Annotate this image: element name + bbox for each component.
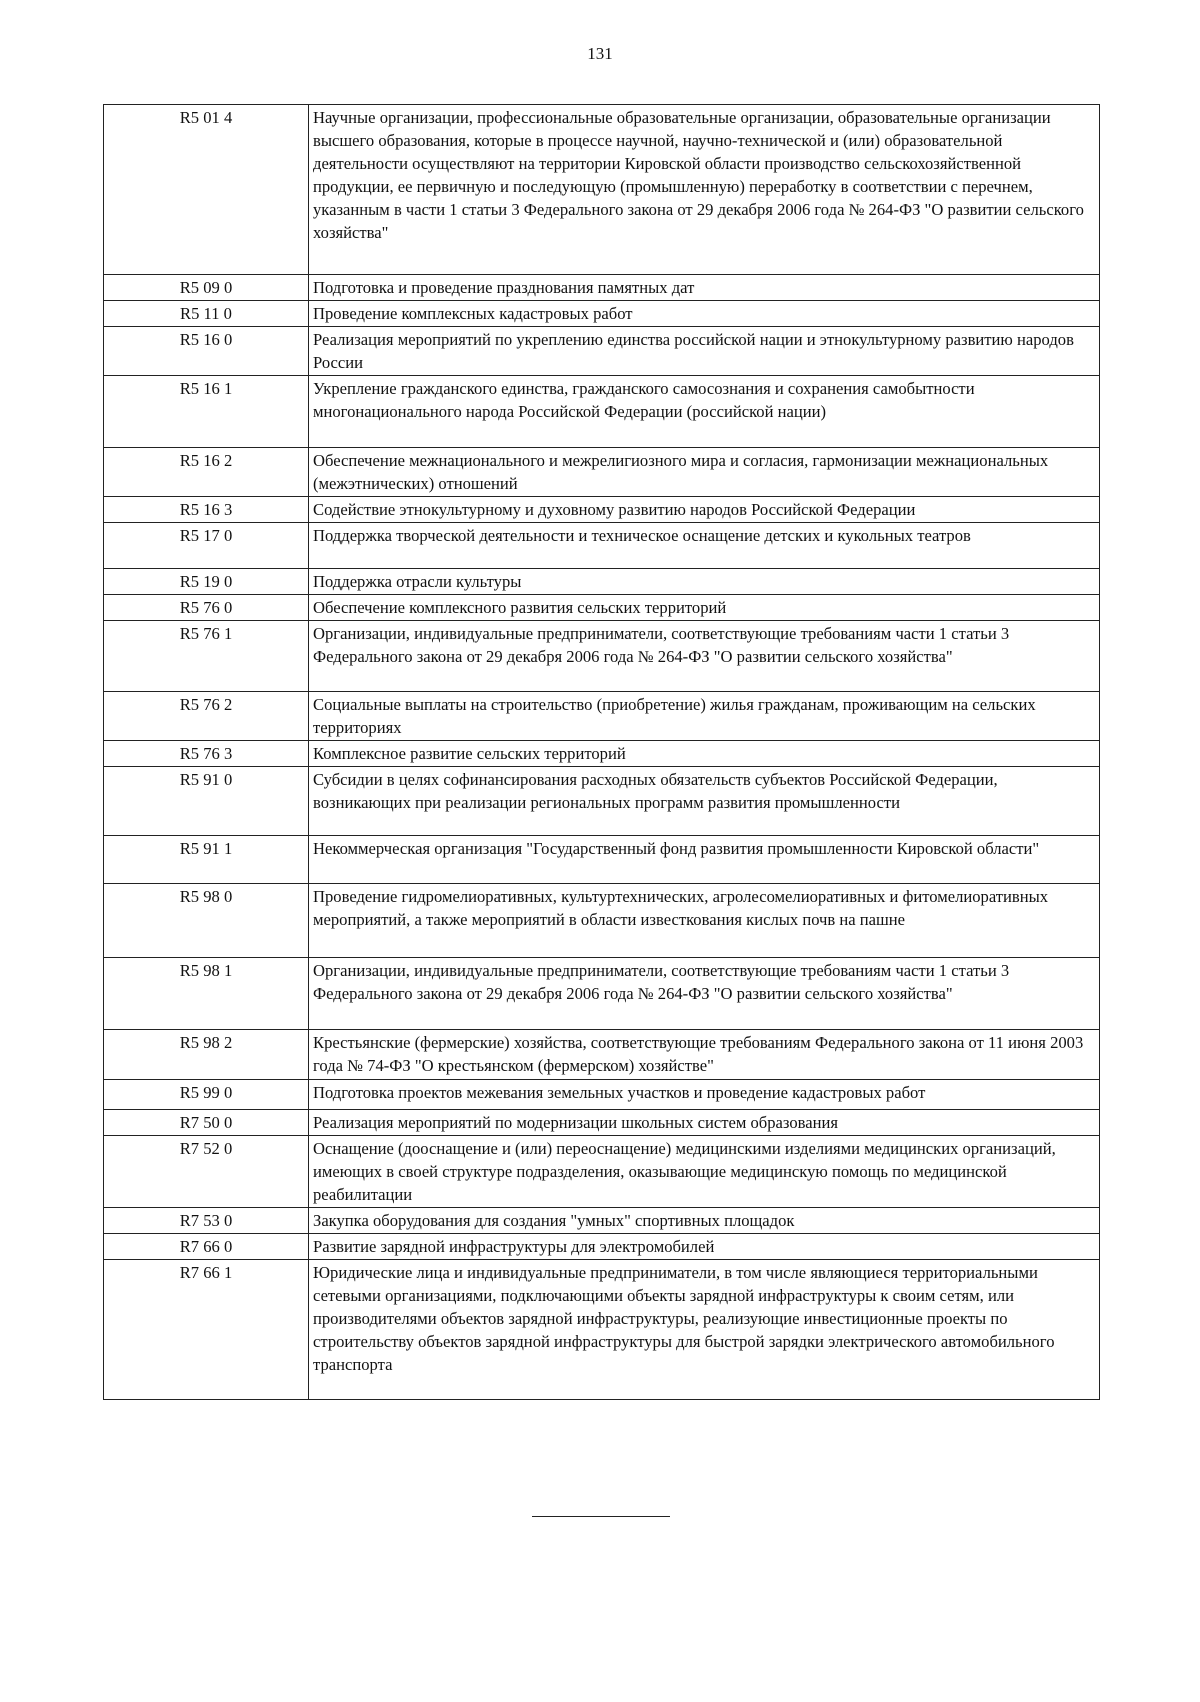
table-row [104,621,1100,692]
table-row [104,958,1100,1030]
description-cell: Укрепление гражданского единства, гражданского самосознания и сохранения самобытности многонационального народа Российской Федерации (российской нации) [309,376,1100,448]
table-row [104,448,1100,497]
description-cell: Поддержка отрасли культуры [309,569,1100,595]
code-cell: R7 66 0 [104,1234,309,1260]
page-number: 131 [587,44,613,63]
code-cell: R7 52 0 [104,1136,309,1208]
description-cell: Подготовка проектов межевания земельных участков и проведение кадастровых работ [309,1080,1100,1110]
budget-code-table [103,104,1100,1400]
description-cell: Научные организации, профессиональные образовательные организации, образовательные организации высшего образования, которые в процессе научной, научно-технической и (или) образовательной деятельности осуществляют на территории Кировской области производство сельскохозяйственной продукции, ее первичную и последующую (промышленную) переработку в соответствии с перечнем, указанным в части 1 статьи 3 Федерального закона от 29 декабря 2006 года № 264-ФЗ "О развитии сельского хозяйства" [309,105,1100,275]
description-cell: Комплексное развитие сельских территорий [309,741,1100,767]
code-cell: R5 17 0 [104,523,309,569]
description-cell: Обеспечение комплексного развития сельских территорий [309,595,1100,621]
code-cell: R5 91 1 [104,836,309,884]
table-row [104,523,1100,569]
code-cell: R5 76 1 [104,621,309,692]
table-row [104,1136,1100,1208]
table-row [104,105,1100,275]
code-cell: R5 76 3 [104,741,309,767]
code-cell: R5 76 2 [104,692,309,741]
table-row [104,595,1100,621]
description-cell: Проведение комплексных кадастровых работ [309,301,1100,327]
code-cell: R5 16 3 [104,497,309,523]
code-cell: R5 01 4 [104,105,309,275]
code-cell: R5 16 1 [104,376,309,448]
code-cell: R5 09 0 [104,275,309,301]
code-cell: R5 91 0 [104,767,309,836]
description-cell: Содействие этнокультурному и духовному развитию народов Российской Федерации [309,497,1100,523]
code-cell: R7 66 1 [104,1260,309,1400]
table-row [104,836,1100,884]
code-cell: R5 76 0 [104,595,309,621]
code-cell: R5 16 2 [104,448,309,497]
table-row [104,497,1100,523]
table-row [104,884,1100,958]
table-row [104,1260,1100,1400]
table-row [104,275,1100,301]
description-cell: Поддержка творческой деятельности и техническое оснащение детских и кукольных театров [309,523,1100,569]
description-cell: Реализация мероприятий по модернизации школьных систем образования [309,1110,1100,1136]
description-cell: Организации, индивидуальные предприниматели, соответствующие требованиям части 1 статьи 3 Федерального закона от 29 декабря 2006 года № 264-ФЗ "О развитии сельского хозяйства" [309,958,1100,1030]
footer-divider [532,1516,670,1517]
code-cell: R5 19 0 [104,569,309,595]
description-cell: Реализация мероприятий по укреплению единства российской нации и этнокультурному развитию народов России [309,327,1100,376]
description-cell: Социальные выплаты на строительство (приобретение) жилья гражданам, проживающим на сельских территориях [309,692,1100,741]
table-body [104,105,1100,1400]
table-row [104,569,1100,595]
table-row [104,327,1100,376]
table-row [104,376,1100,448]
code-cell: R5 11 0 [104,301,309,327]
description-cell: Развитие зарядной инфраструктуры для электромобилей [309,1234,1100,1260]
table-row [104,1208,1100,1234]
code-cell: R5 98 0 [104,884,309,958]
table-row [104,1030,1100,1080]
table-row [104,1080,1100,1110]
description-cell: Юридические лица и индивидуальные предприниматели, в том числе являющиеся территориальными сетевыми организациями, подключающими объекты зарядной инфраструктуры к своим сетям, или производителями объектов зарядной инфраструктуры, реализующие инвестиционные проекты по строительству объектов зарядной инфраструктуры для быстрой зарядки электрического автомобильного транспорта [309,1260,1100,1400]
table-row [104,692,1100,741]
code-cell: R5 99 0 [104,1080,309,1110]
table-row [104,1110,1100,1136]
description-cell: Закупка оборудования для создания "умных" спортивных площадок [309,1208,1100,1234]
description-cell: Некоммерческая организация "Государственный фонд развития промышленности Кировской области" [309,836,1100,884]
description-cell: Проведение гидромелиоративных, культуртехнических, агролесомелиоративных и фитомелиоративных мероприятий, а также мероприятий в области известкования кислых почв на пашне [309,884,1100,958]
table-row [104,741,1100,767]
description-cell: Крестьянские (фермерские) хозяйства, соответствующие требованиям Федерального закона от 11 июня 2003 года № 74-ФЗ "О крестьянском (фермерском) хозяйстве" [309,1030,1100,1080]
table-row [104,1234,1100,1260]
code-cell: R5 98 2 [104,1030,309,1080]
description-cell: Организации, индивидуальные предприниматели, соответствующие требованиям части 1 статьи 3 Федерального закона от 29 декабря 2006 года № 264-ФЗ "О развитии сельского хозяйства" [309,621,1100,692]
code-cell: R7 50 0 [104,1110,309,1136]
description-cell: Подготовка и проведение празднования памятных дат [309,275,1100,301]
description-cell: Оснащение (дооснащение и (или) переоснащение) медицинскими изделиями медицинских организаций, имеющих в своей структуре подразделения, оказывающие медицинскую помощь по медицинской реабилитации [309,1136,1100,1208]
table-row [104,301,1100,327]
description-cell: Обеспечение межнационального и межрелигиозного мира и согласия, гармонизации межнациональных (межэтнических) отношений [309,448,1100,497]
description-cell: Субсидии в целях софинансирования расходных обязательств субъектов Российской Федерации, возникающих при реализации региональных программ развития промышленности [309,767,1100,836]
code-cell: R7 53 0 [104,1208,309,1234]
code-cell: R5 16 0 [104,327,309,376]
code-cell: R5 98 1 [104,958,309,1030]
table-row [104,767,1100,836]
